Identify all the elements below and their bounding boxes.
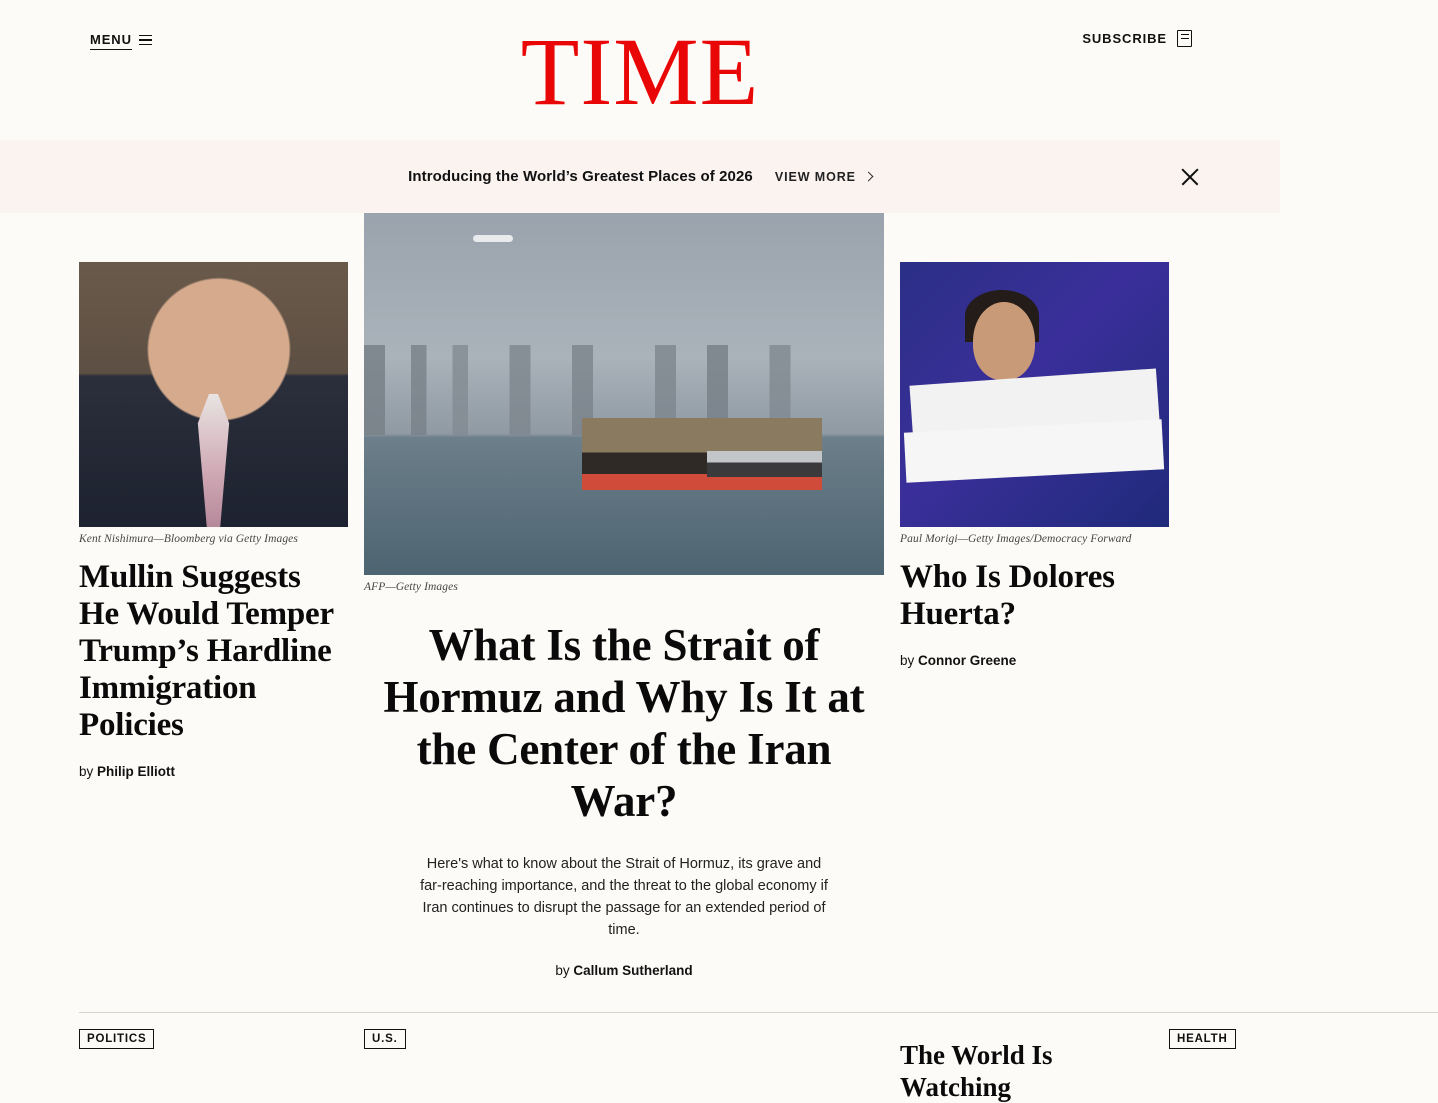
promo-cta-label: VIEW MORE — [774, 169, 856, 184]
menu-label: MENU — [90, 33, 132, 50]
subscribe-button[interactable] — [1082, 30, 1192, 47]
right-story-headline[interactable]: Who Is Dolores Huerta? — [900, 559, 1115, 632]
left-story-headline[interactable]: Mullin Suggests He Would Temper Trump’s Hardline Immigration Policies — [79, 559, 334, 743]
right-story-credit: Paul Morigi—Getty Images/Democracy Forward — [900, 533, 1132, 545]
left-story — [79, 213, 348, 779]
byline-prefix: by — [900, 653, 919, 668]
close-icon[interactable] — [1179, 166, 1201, 188]
airplane-shape — [473, 235, 513, 242]
byline-prefix: by — [555, 963, 574, 978]
magazine-icon — [1177, 30, 1192, 47]
right-story — [900, 213, 1169, 668]
promo-text: Introducing the World’s Greatest Places of 2026 — [408, 168, 753, 185]
second-ship-shape — [707, 451, 821, 477]
left-story-byline — [79, 764, 348, 779]
subscribe-label: SUBSCRIBE — [1082, 31, 1167, 46]
chevron-right-icon — [863, 171, 873, 181]
secondary-story-headline[interactable]: The World Is Watching — [900, 1040, 1053, 1102]
right-story-image[interactable] — [900, 262, 1169, 527]
promo-view-more-link[interactable] — [775, 170, 872, 184]
face-shape — [973, 302, 1035, 380]
left-story-credit: Kent Nishimura—Bloomberg via Getty Images — [79, 533, 298, 545]
list-item[interactable] — [900, 1012, 1169, 1103]
secondary-stories-row — [0, 1012, 1280, 1103]
list-item[interactable] — [348, 1012, 900, 1103]
category-badge-health[interactable]: HEALTH — [1169, 1029, 1236, 1049]
lead-story-image[interactable] — [364, 213, 884, 575]
byline-author[interactable]: Connor Greene — [918, 653, 1017, 668]
site-header — [0, 0, 1280, 140]
category-badge-politics[interactable]: POLITICS — [79, 1029, 154, 1049]
lead-story-headline[interactable]: What Is the Strait of Hormuz and Why Is It at the Center of the Iran War? — [383, 620, 865, 826]
byline-author[interactable]: Callum Sutherland — [573, 963, 693, 978]
main-content — [0, 213, 1280, 1103]
left-story-image[interactable] — [79, 262, 348, 527]
list-item[interactable] — [79, 1012, 348, 1103]
list-item[interactable] — [1169, 1012, 1438, 1103]
byline-author[interactable]: Philip Elliott — [97, 764, 176, 779]
lead-story-credit: AFP—Getty Images — [364, 581, 458, 593]
promo-banner — [0, 140, 1280, 213]
time-logo[interactable]: TIME — [520, 18, 760, 125]
right-story-byline — [900, 653, 1169, 668]
lead-story — [348, 213, 900, 978]
byline-prefix: by — [79, 764, 98, 779]
category-badge-us[interactable]: U.S. — [364, 1029, 406, 1049]
featured-columns — [0, 213, 1280, 978]
lead-story-byline — [364, 963, 884, 978]
lead-story-dek: Here's what to know about the Strait of Hormuz, its grave and far-reaching importance, and the threat to the global economy if Iran continues to disrupt the passage for an extended period of time. — [420, 856, 828, 938]
